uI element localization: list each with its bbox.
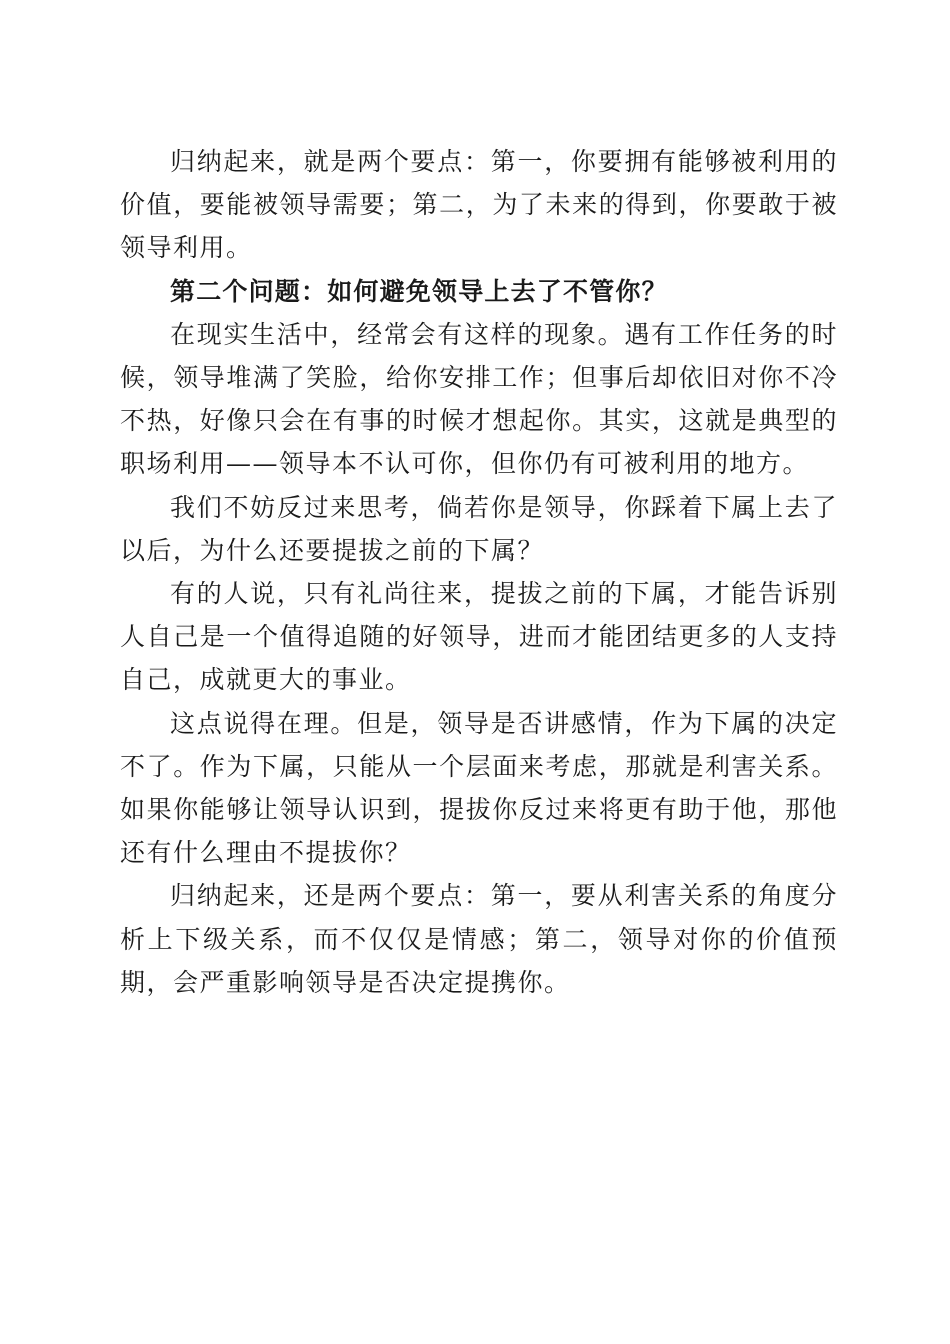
section-heading: 第二个问题：如何避免领导上去了不管你？ [170,276,668,306]
paragraph-summary-one: 归纳起来，就是两个要点：第一，你要拥有能够被利用的价值，要能被领导需要；第二，为了未来的得到，你要敢于被领导利用。 [120,147,838,263]
paragraph-summary-two: 归纳起来，还是两个要点：第一，要从利害关系的角度分析上下级关系，而不仅仅是情感；第二，领导对你的价值预期，会严重影响领导是否决定提携你。 [120,881,838,997]
paragraph-reverse-thinking: 我们不妨反过来思考，倘若你是领导，你踩着下属上去了以后，为什么还要提拔之前的下属？ [120,492,838,565]
paragraph-phenomenon: 在现实生活中，经常会有这样的现象。遇有工作任务的时候，领导堆满了笑脸，给你安排工作；但事后却依旧对你不冷不热，好像只会在有事的时候才想起你。其实，这就是典型的职场利用——领导本不认可你，但你仍有可被利用的地方。 [120,319,838,479]
paragraph-some-people-say: 有的人说，只有礼尚往来，提拔之前的下属，才能告诉别人自己是一个值得追随的好领导，进而才能团结更多的人支持自己，成就更大的事业。 [120,579,838,695]
body-text [120,140,838,1004]
paragraph-interest-relation: 这点说得在理。但是，领导是否讲感情，作为下属的决定不了。作为下属，只能从一个层面来考虑，那就是利害关系。如果你能够让领导认识到，提拔你反过来将更有助于他，那他还有什么理由不提拔你？ [120,708,838,868]
